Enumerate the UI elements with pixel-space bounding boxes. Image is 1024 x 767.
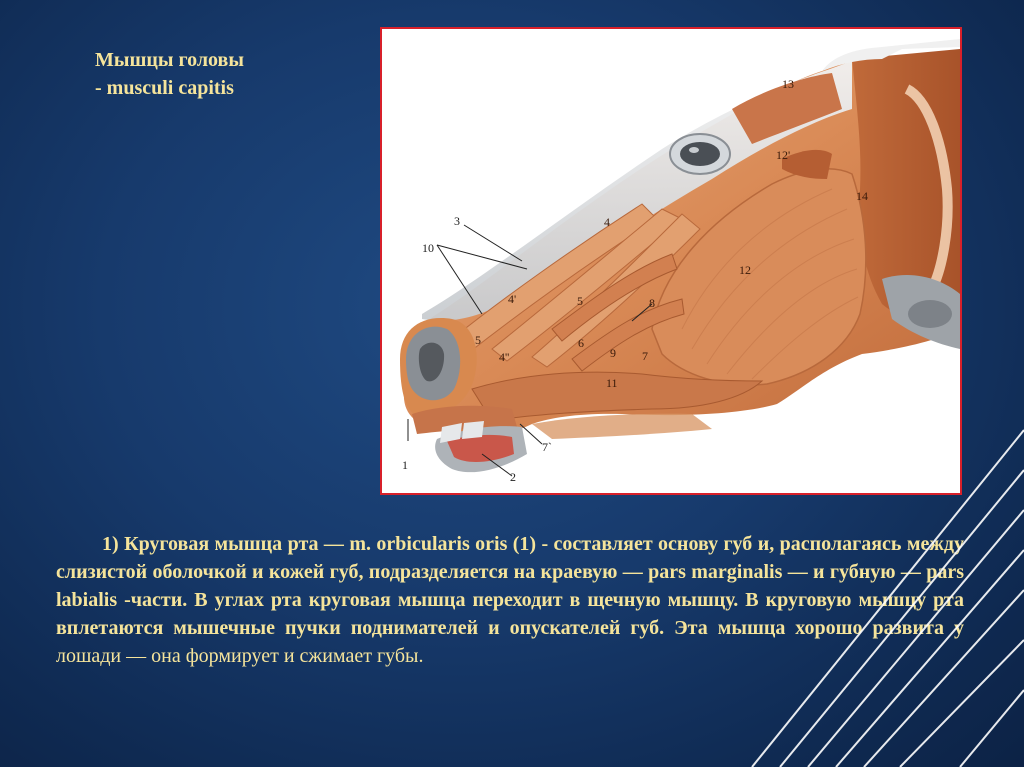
description-plain: лошади — она формирует и сжимает губы. [56,645,424,667]
label-4b: 4'' [499,350,510,364]
label-7: 7 [642,349,648,363]
label-4: 4 [604,215,610,229]
label-8: 8 [649,296,655,310]
label-5-lower: 5 [475,333,481,347]
label-11: 11 [606,376,618,390]
label-4a: 4' [508,292,517,306]
slide-title [95,46,244,102]
horse-head-muscles-illustration [382,29,960,493]
label-9: 9 [610,346,616,360]
anatomy-figure [380,27,962,495]
label-12: 12 [739,263,751,277]
description-paragraph [56,530,964,670]
eye [680,142,720,166]
label-3: 3 [454,214,460,228]
label-6: 6 [578,336,584,350]
title-line-2: - musculi capitis [95,77,234,99]
label-13: 13 [782,77,794,91]
description-bold: 1) Круговая мышца рта — m. orbicularis oris (1) - составляет основу губ и, располагаясь между слизистой оболочкой и кожей губ, подразделяется на краевую — pars marginalis — и губную — pars labialis -части. В углах рта круговая мышца переходит в щечную мышцу. В круговую мышцу рта вплетаются мышечные пучки поднимателей и опускателей губ. Эта мышца хорошо развита у [56,533,964,639]
label-14: 14 [856,189,868,203]
label-10: 10 [422,241,434,255]
label-1: 1 [402,458,408,472]
label-7a: 7` [542,440,552,454]
title-line-1: Мышцы головы [95,49,244,71]
label-12a: 12' [776,148,791,162]
label-2: 2 [510,470,516,484]
label-5-upper: 5 [577,294,583,308]
